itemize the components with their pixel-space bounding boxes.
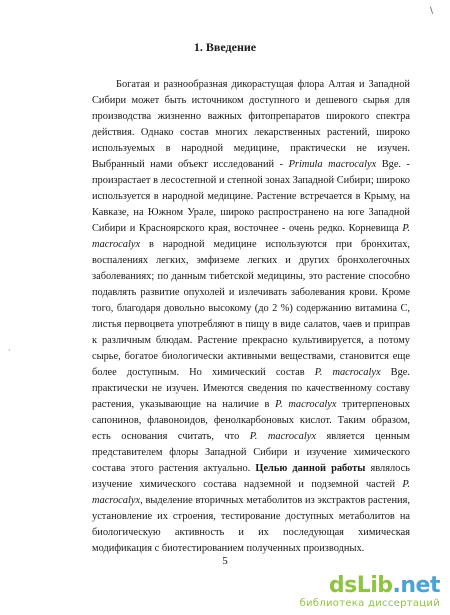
paragraph	[92, 77, 410, 557]
section-heading: 1. Введение	[193, 40, 257, 54]
bold-run: Целью данной работы	[255, 463, 366, 474]
italic-run: Primula macrocalyx	[288, 159, 377, 170]
text-run: тритерпеновых сапонинов, флавоноидов, фенолкарбоновых кислот. Таким образом, есть основания считать, что	[92, 399, 410, 442]
italic-run: P. macrocalyx	[249, 431, 316, 442]
logo-lib: Lib	[356, 573, 393, 598]
body-text	[92, 77, 410, 557]
page-number: 5	[222, 555, 228, 567]
text-run: являлось изучение химического состава надземной и подземной частей	[92, 463, 410, 490]
text-run: является ценным представителем флоры Западной Сибири и изучение химического состава этого растения актуально.	[92, 431, 410, 474]
italic-run: P. macrocalyx	[92, 479, 410, 506]
dslib-watermark	[300, 574, 440, 609]
text-run: , выделение вторичных метаболитов из экстрактов растения, установление их строения, тестирование доступных метаболитов на биологическую активность и их последующая химическая модификация с биотестированием полученных производных.	[92, 495, 410, 554]
dslib-logo	[300, 574, 440, 598]
text-run: Богатая и разнообразная дикорастущая флора Алтая и Западной Сибири может быть источником доступного и дешевого сырья для производства жизненно важных фитопрепаратов широкого спектра действия. Однако состав многих лекарственных растений, широко используемых в народной медицине, практически не изучен. Выбранный нами объект исследований -	[92, 79, 410, 170]
italic-run: P. macrocalyx	[275, 399, 337, 410]
logo-ds: ds	[328, 573, 357, 598]
text-run: Bge. - произрастает в лесостепной и степной зонах Западной Сибири; широко используется в народной медицине. Растение встречается в Крыму, на Кавказе, на Южном Урале, широко распространено на юге Западной Сибири и Красноярского края, восточнее - очень редко. Корневища	[92, 159, 410, 234]
text-run: в народной медицине используются при бронхитах, воспалениях легких, эмфиземе легких и других бронхолегочных заболеваниях; по данным тибетской медицины, это растение способно подавлять развитие опухолей и излечивать заболевания крови. Кроме того, благодаря довольно высокому (до 2 %) содержанию витамина С, листья первоцвета употребляют в пищу в виде салатов, чаев и приправ к различным блюдам. Растение прекрасно культивируется, а потому сырье, богатое биологически активными веществами, становится еще более доступным. Но химический состав	[92, 239, 410, 378]
dslib-subtitle: библиотека диссертаций	[299, 598, 440, 609]
logo-net: .net	[392, 573, 440, 598]
scan-corner-mark: \	[430, 6, 434, 16]
text-run: Bge. практически не изучен. Имеются сведения по качественному составу растения, указывающие на наличие в	[92, 367, 410, 410]
italic-run: P. macrocalyx	[314, 367, 381, 378]
scan-margin-mark: ·	[8, 346, 11, 355]
italic-run: P. macrocalyx	[92, 223, 410, 250]
